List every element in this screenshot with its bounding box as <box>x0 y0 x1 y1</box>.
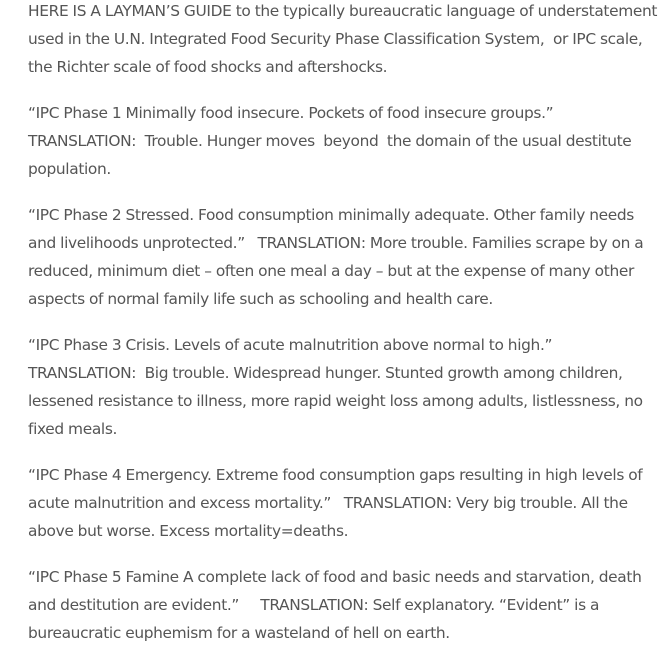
article-body <box>28 0 660 665</box>
intro-paragraph: HERE IS A LAYMAN’S GUIDE to the typically bureaucratic language of understatement used in the U.N. Integrated Food Security Phase Classification System, or IPC scale, the Richter scale of food shocks and aftershocks. <box>28 2 662 76</box>
ipc-phase-3-paragraph: “IPC Phase 3 Crisis. Levels of acute malnutrition above normal to high.” TRANSLATION: Big trouble. Widespread hunger. Stunted growth among children, lessened resistance to illness, more rapid weight loss among adults, listlessness, no fixed meals. <box>28 336 647 438</box>
ipc-phase-2-paragraph: “IPC Phase 2 Stressed. Food consumption minimally adequate. Other family needs and livelihoods unprotected.” TRANSLATION: More trouble. Families scrape by on a reduced, minimum diet – often one meal a day – but at the expense of many other aspects of normal family life such as schooling and health care. <box>28 206 648 308</box>
ipc-phase-1-paragraph: “IPC Phase 1 Minimally food insecure. Pockets of food insecure groups.” TRANSLATION: Trouble. Hunger moves beyond the domain of the usual destitute population. <box>28 104 636 178</box>
ipc-phase-4-paragraph: “IPC Phase 4 Emergency. Extreme food consumption gaps resulting in high levels of acute malnutrition and excess mortality.” TRANSLATION: Very big trouble. All the above but worse. Excess mortality=deaths. <box>28 466 647 540</box>
ipc-phase-5-paragraph: “IPC Phase 5 Famine A complete lack of food and basic needs and starvation, death and destitution are evident.” TRANSLATION: Self explanatory. “Evident” is a bureaucratic euphemism for a wasteland of hell on earth. <box>28 568 646 642</box>
